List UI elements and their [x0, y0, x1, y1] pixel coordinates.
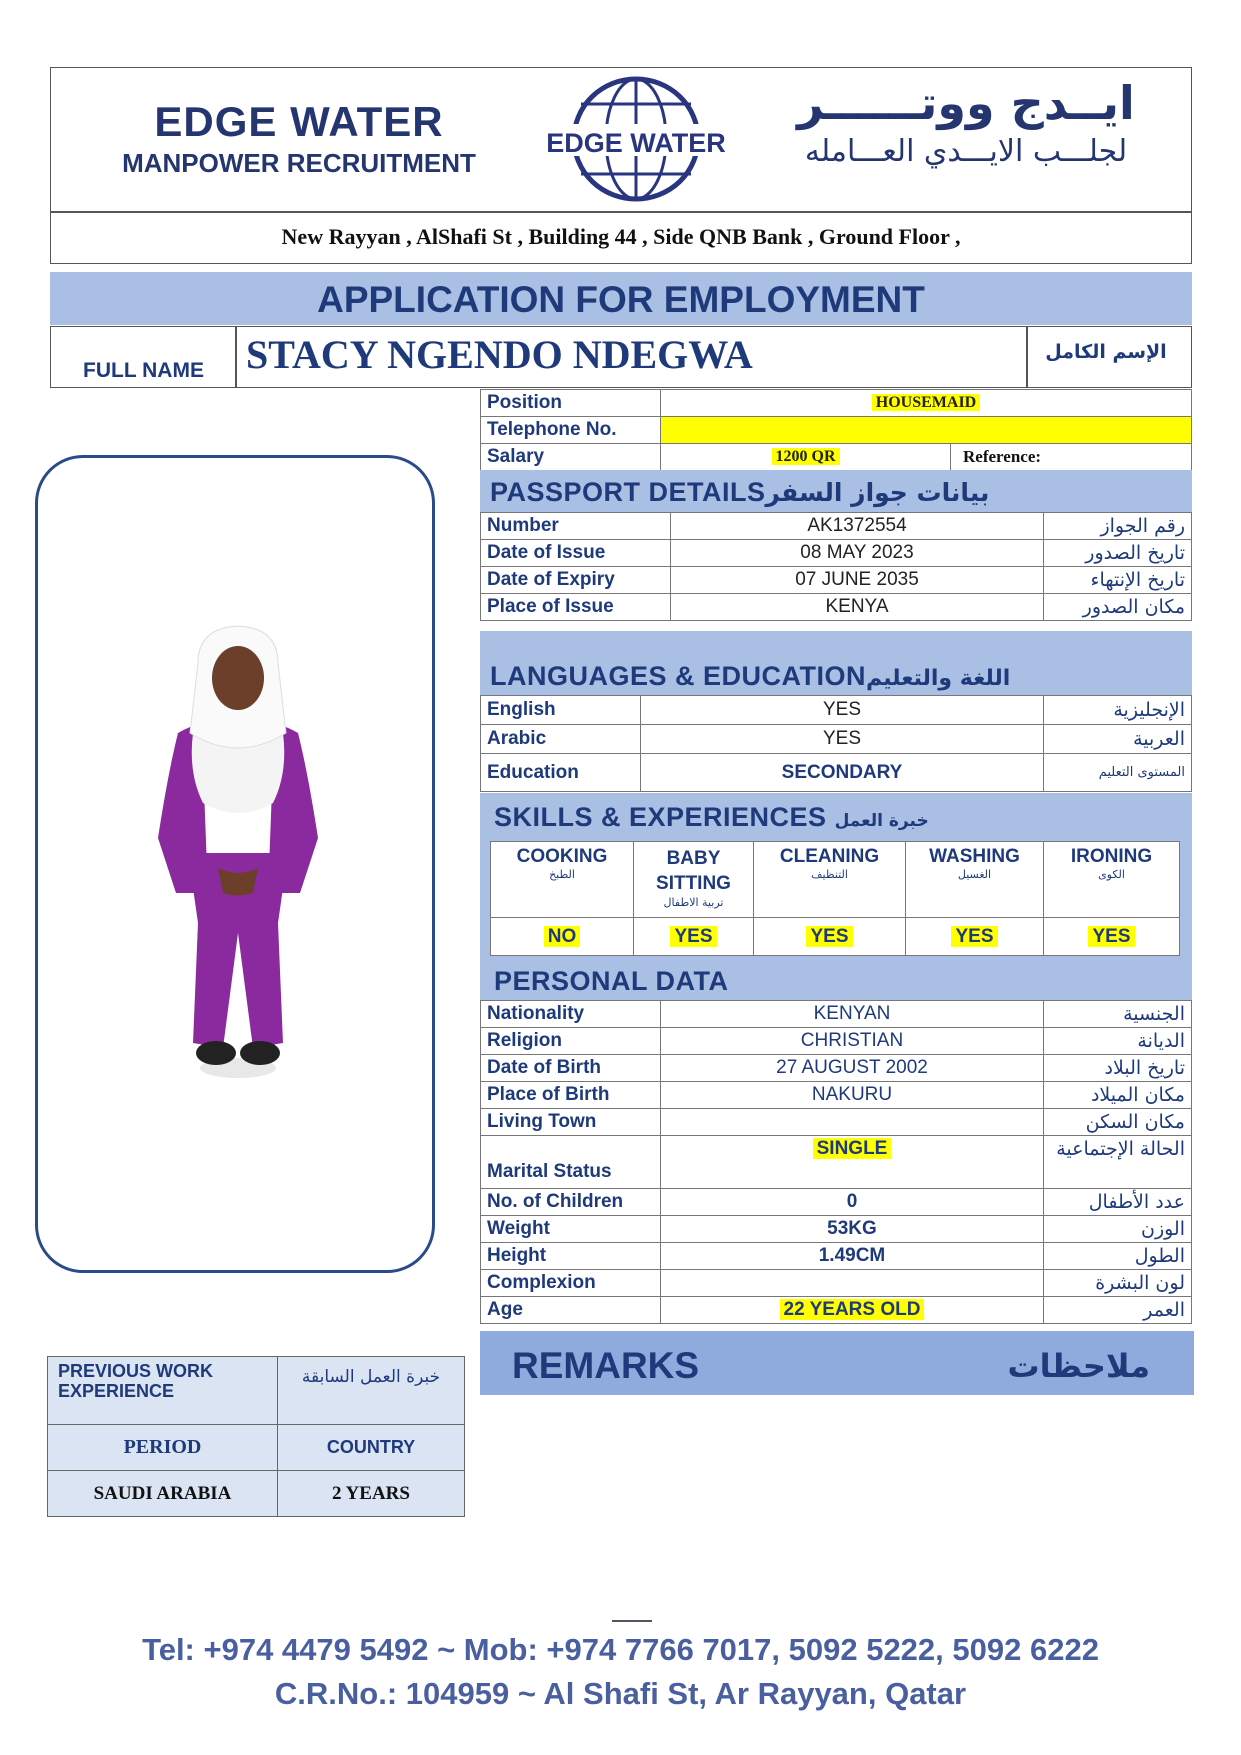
skill-cleaning-name: CLEANING — [779, 846, 880, 867]
skill-baby-sitting-value: YES — [670, 926, 716, 947]
passport-row — [481, 513, 1192, 540]
passport-number-value: AK1372554 — [671, 513, 1044, 540]
personal-row — [481, 1297, 1192, 1324]
date-of-issue-label: Date of Issue — [481, 540, 671, 567]
personal-section-header — [480, 958, 1192, 1000]
passport-row — [481, 567, 1192, 594]
passport-row — [481, 594, 1192, 621]
height-ar: الطول — [1044, 1243, 1192, 1270]
place-of-birth-ar: مكان الميلاد — [1044, 1082, 1192, 1109]
personal-row — [481, 1189, 1192, 1216]
footer-divider — [612, 1620, 652, 1622]
passport-section-header — [480, 470, 1192, 512]
languages-section-header — [480, 631, 1192, 695]
full-name-label: FULL NAME — [83, 359, 204, 382]
date-of-issue-value: 08 MAY 2023 — [671, 540, 1044, 567]
weight-label: Weight — [481, 1216, 661, 1243]
company-name-line1: EDGE WATER — [154, 98, 444, 145]
company-name-en — [109, 98, 489, 179]
place-of-birth-value: NAKURU — [661, 1082, 1044, 1109]
company-name-ar — [751, 76, 1181, 169]
place-of-issue-value: KENYA — [671, 594, 1044, 621]
skill-baby-sitting-name: BABY SITTING — [656, 848, 731, 894]
remarks-label: REMARKS — [512, 1345, 700, 1386]
age-ar: العمر — [1044, 1297, 1192, 1324]
marital-status-label: Marital Status — [481, 1136, 661, 1189]
english-label: English — [481, 696, 641, 725]
personal-table — [480, 1000, 1192, 1324]
skill-cooking-name: COOKING — [516, 846, 608, 867]
skill-cleaning — [754, 842, 906, 918]
skill-cooking — [491, 842, 634, 918]
nationality-ar: الجنسية — [1044, 1001, 1192, 1028]
full-name-value: STACY NGENDO NDEGWA — [246, 332, 753, 377]
reference-label: Reference: — [951, 444, 1192, 471]
personal-row — [481, 1055, 1192, 1082]
age-value: 22 YEARS OLD — [780, 1299, 925, 1320]
previous-work-row — [48, 1471, 465, 1517]
salary-value: 1200 QR — [772, 448, 840, 465]
date-of-birth-value: 27 AUGUST 2002 — [661, 1055, 1044, 1082]
salary-label: Salary — [481, 444, 661, 471]
arabic-value: YES — [641, 725, 1044, 754]
full-name-row — [50, 326, 1192, 388]
skill-washing-ar: الغسيل — [957, 868, 992, 881]
age-cell — [661, 1297, 1044, 1324]
height-label: Height — [481, 1243, 661, 1270]
address-bar — [50, 212, 1192, 264]
position-value: HOUSEMAID — [872, 394, 980, 411]
marital-status-cell — [661, 1136, 1044, 1189]
marital-status-ar: الحالة الإجتماعية — [1044, 1136, 1192, 1189]
complexion-ar: لون البشرة — [1044, 1270, 1192, 1297]
skill-cooking-ar: الطبخ — [549, 868, 575, 881]
living-town-label: Living Town — [481, 1109, 661, 1136]
full-name-label-ar: الإسم الكامل — [1045, 341, 1167, 363]
full-name-divider — [235, 327, 237, 387]
language-row — [481, 725, 1192, 754]
date-of-birth-label: Date of Birth — [481, 1055, 661, 1082]
date-of-birth-ar: تاريخ البلاد — [1044, 1055, 1192, 1082]
company-name-ar-line1: ايــدج ووتــــــر — [797, 76, 1135, 130]
previous-work-header — [48, 1357, 465, 1425]
height-value: 1.49CM — [661, 1243, 1044, 1270]
skill-washing — [906, 842, 1044, 918]
skills-title: SKILLS & EXPERIENCES — [494, 802, 827, 832]
skill-cooking-cell — [491, 918, 634, 956]
skill-cleaning-ar: التنظيف — [811, 868, 848, 881]
skill-washing-cell — [906, 918, 1044, 956]
children-value: 0 — [661, 1189, 1044, 1216]
english-value: YES — [641, 696, 1044, 725]
skills-section-header — [480, 793, 1192, 841]
place-of-issue-ar: مكان الصدور — [1044, 594, 1192, 621]
personal-title: PERSONAL DATA — [494, 966, 729, 996]
education-ar: المستوى التعليم — [1044, 754, 1192, 792]
weight-ar: الوزن — [1044, 1216, 1192, 1243]
footer-contact: Tel: +974 4479 5492 ~ Mob: +974 7766 7017, 5092 5222, 5092 6222 — [142, 1632, 1099, 1667]
position-cell — [661, 390, 1192, 417]
arabic-ar: العربية — [1044, 725, 1192, 754]
personal-row — [481, 1109, 1192, 1136]
languages-title-ar: اللغة والتعليم — [866, 666, 1011, 691]
passport-number-ar: رقم الجواز — [1044, 513, 1192, 540]
page-title — [50, 272, 1192, 325]
position-row — [481, 390, 1192, 417]
skill-cleaning-value: YES — [806, 926, 852, 947]
date-of-expiry-label: Date of Expiry — [481, 567, 671, 594]
salary-cell — [661, 444, 951, 471]
skill-washing-name: WASHING — [929, 846, 1020, 867]
job-table — [480, 389, 1192, 471]
previous-work-title: PREVIOUS WORK EXPERIENCE — [48, 1357, 278, 1425]
nationality-label: Nationality — [481, 1001, 661, 1028]
applicant-photo — [148, 623, 328, 1093]
children-label: No. of Children — [481, 1189, 661, 1216]
religion-ar: الديانة — [1044, 1028, 1192, 1055]
place-of-birth-label: Place of Birth — [481, 1082, 661, 1109]
telephone-row — [481, 417, 1192, 444]
education-label: Education — [481, 754, 641, 792]
footer-address: C.R.No.: 104959 ~ Al Shafi St, Ar Rayyan, Qatar — [274, 1676, 967, 1711]
personal-row — [481, 1001, 1192, 1028]
arabic-label: Arabic — [481, 725, 641, 754]
personal-row — [481, 1082, 1192, 1109]
complexion-value — [661, 1270, 1044, 1297]
skill-baby-sitting-ar: تربية الاطفال — [663, 896, 724, 909]
passport-number-label: Number — [481, 513, 671, 540]
footer — [0, 1620, 1241, 1712]
previous-work-columns — [48, 1425, 465, 1471]
language-row — [481, 754, 1192, 792]
skill-ironing-value: YES — [1088, 926, 1134, 947]
living-town-ar: مكان السكن — [1044, 1109, 1192, 1136]
previous-work-country: SAUDI ARABIA — [48, 1471, 278, 1517]
passport-title: PASSPORT DETAILS — [490, 477, 766, 507]
company-name-line2: MANPOWER RECRUITMENT — [122, 148, 476, 178]
skills-title-ar: خبرة العمل — [834, 811, 929, 831]
age-label: Age — [481, 1297, 661, 1324]
languages-table — [480, 695, 1192, 792]
address-text: New Rayyan , AlShafi St , Building 44 , Side QNB Bank , Ground Floor , — [281, 224, 961, 249]
place-of-issue-label: Place of Issue — [481, 594, 671, 621]
personal-row — [481, 1136, 1192, 1189]
education-value: SECONDARY — [641, 754, 1044, 792]
skill-ironing-cell — [1044, 918, 1180, 956]
period-column-header: PERIOD — [48, 1425, 278, 1471]
previous-work-period: 2 YEARS — [278, 1471, 465, 1517]
page-title-text: APPLICATION FOR EMPLOYMENT — [317, 279, 925, 320]
religion-label: Religion — [481, 1028, 661, 1055]
previous-work-title-ar: خبرة العمل السابقة — [278, 1357, 465, 1425]
complexion-label: Complexion — [481, 1270, 661, 1297]
living-town-value — [661, 1109, 1044, 1136]
nationality-value: KENYAN — [661, 1001, 1044, 1028]
languages-title: LANGUAGES & EDUCATION — [490, 661, 867, 691]
children-ar: عدد الأطفال — [1044, 1189, 1192, 1216]
skill-ironing — [1044, 842, 1180, 918]
applicant-photo-frame — [35, 455, 435, 1273]
personal-row — [481, 1243, 1192, 1270]
country-column-header: COUNTRY — [278, 1425, 465, 1471]
remarks-bar — [480, 1331, 1194, 1395]
company-logo — [541, 74, 731, 204]
date-of-expiry-value: 07 JUNE 2035 — [671, 567, 1044, 594]
full-name-divider-2 — [1026, 327, 1028, 387]
skill-ironing-name: IRONING — [1070, 846, 1153, 867]
logo-text: EDGE WATER — [546, 128, 726, 158]
letterhead — [50, 67, 1192, 212]
skills-value-row — [491, 918, 1180, 956]
marital-status-value: SINGLE — [813, 1138, 892, 1159]
skill-ironing-ar: الكوى — [1098, 868, 1125, 881]
salary-row — [481, 444, 1192, 471]
date-of-issue-ar: تاريخ الصدور — [1044, 540, 1192, 567]
skill-cleaning-cell — [754, 918, 906, 956]
skill-cooking-value: NO — [544, 926, 581, 947]
english-ar: الإنجليزية — [1044, 696, 1192, 725]
personal-row — [481, 1028, 1192, 1055]
personal-row — [481, 1216, 1192, 1243]
skill-baby-sitting — [634, 842, 754, 918]
skills-table — [490, 841, 1180, 956]
skill-washing-value: YES — [951, 926, 997, 947]
previous-work-table — [47, 1356, 465, 1517]
company-name-ar-line2: لجلـــب الايـــدي العـــامله — [804, 134, 1128, 169]
telephone-value — [661, 417, 1192, 444]
telephone-label: Telephone No. — [481, 417, 661, 444]
position-label: Position — [481, 390, 661, 417]
language-row — [481, 696, 1192, 725]
passport-table — [480, 512, 1192, 621]
passport-title-ar: بيانات جواز السفر — [765, 478, 990, 507]
weight-value: 53KG — [661, 1216, 1044, 1243]
passport-row — [481, 540, 1192, 567]
religion-value: CHRISTIAN — [661, 1028, 1044, 1055]
personal-row — [481, 1270, 1192, 1297]
skill-baby-sitting-cell — [634, 918, 754, 956]
skills-name-row — [491, 842, 1180, 918]
remarks-label-ar: ملاحظات — [1007, 1347, 1150, 1385]
date-of-expiry-ar: تاريخ الإنتهاء — [1044, 567, 1192, 594]
